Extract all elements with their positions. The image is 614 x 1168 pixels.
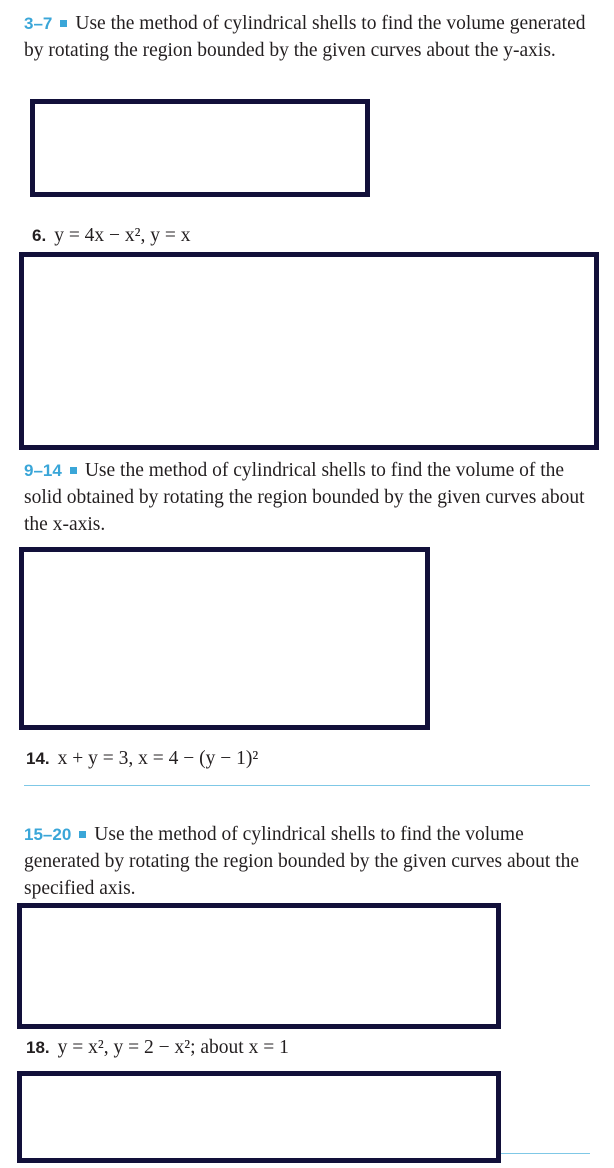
redaction-box-3 — [19, 547, 430, 730]
redaction-box-2 — [19, 252, 599, 450]
problem-equation-14: x + y = 3, x = 4 − (y − 1)² — [57, 748, 259, 769]
problem-6 — [32, 224, 191, 248]
bullet-icon — [60, 20, 67, 27]
section-instructions-15-20 — [24, 821, 599, 902]
problem-14 — [26, 747, 258, 771]
bottom-rule — [498, 1153, 590, 1154]
problem-equation-18: y = x², y = 2 − x²; about x = 1 — [57, 1037, 289, 1058]
section-range-15-20: 15–20 — [24, 825, 72, 844]
bullet-icon — [79, 831, 86, 838]
problem-18 — [26, 1036, 289, 1060]
section-range-9-14: 9–14 — [24, 461, 62, 480]
redaction-box-1 — [30, 99, 370, 197]
bullet-icon — [70, 467, 77, 474]
section-divider — [24, 785, 590, 786]
problem-number-6: 6. — [32, 226, 47, 245]
redaction-box-5 — [17, 1071, 501, 1163]
problem-equation-6: y = 4x − x², y = x — [54, 225, 191, 246]
redaction-box-4 — [17, 903, 501, 1029]
problem-number-18: 18. — [26, 1038, 50, 1057]
problem-number-14: 14. — [26, 749, 50, 768]
section-text-9-14: Use the method of cylindrical shells to find the volume of the solid obtained by rotating the region bounded by the given curves about the x-axis. — [24, 460, 585, 535]
section-text-3-7: Use the method of cylindrical shells to find the volume generated by rotating the region bounded by the given curves about the y-axis. — [24, 13, 586, 61]
section-range-3-7: 3–7 — [24, 14, 53, 33]
section-instructions-9-14 — [24, 457, 599, 538]
section-instructions-3-7 — [24, 10, 599, 64]
section-text-15-20: Use the method of cylindrical shells to find the volume generated by rotating the region bounded by the given curves about the specified axis. — [24, 824, 580, 899]
